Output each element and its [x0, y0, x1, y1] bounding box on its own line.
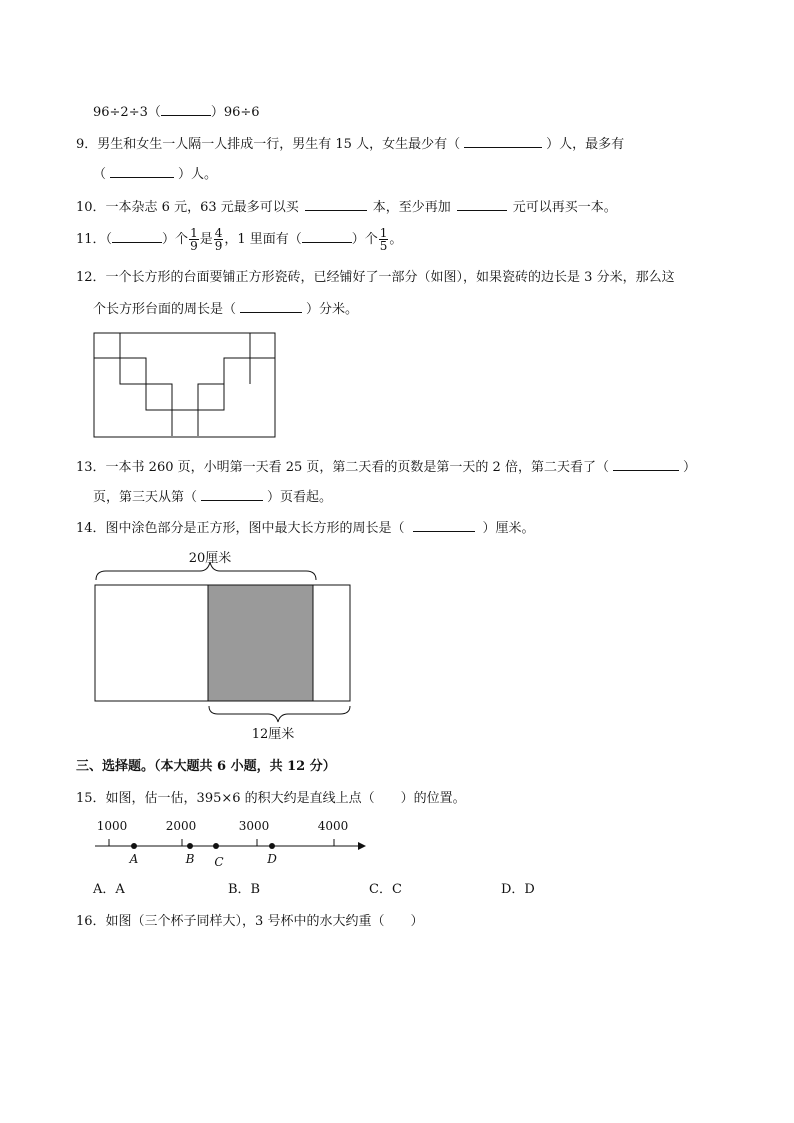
question-13-line-1: 13．一本书 260 页，小明第一天看 25 页，第二天看的页数是第一天的 2 倍，第二天看了（ ） [76, 456, 696, 478]
tile-line [172, 410, 198, 436]
question-9-line-1: 9．男生和女生一人隔一人排成一行，男生有 15 人，女生最少有（ ）人，最多有 [76, 133, 624, 155]
point-d [269, 843, 275, 849]
point-c [213, 843, 219, 849]
answer-blank[interactable] [302, 228, 352, 243]
table-top-outline [94, 333, 275, 437]
label-12cm: 12厘米 [251, 727, 295, 742]
option-a[interactable]: A．A [93, 882, 125, 897]
tile-line [198, 384, 224, 410]
fraction: $\frac{4}{9}$ [214, 226, 223, 253]
point-b [187, 843, 193, 849]
point-label-d: D [267, 852, 277, 866]
question-15: 15．如图，估一估，395×6 的积大约是直线上点（ ）的位置。 [76, 791, 466, 806]
answer-blank[interactable] [305, 196, 367, 211]
answer-blank[interactable] [464, 133, 542, 148]
arrow-icon [358, 842, 366, 850]
option-d[interactable]: D．D [501, 882, 535, 897]
number-line [90, 815, 370, 871]
tick-label-3000: 3000 [238, 819, 270, 833]
point-label-a: A [129, 852, 139, 866]
tile-line [224, 358, 250, 384]
q8-tail: 96÷2÷3（ ）96÷6 [93, 101, 260, 123]
point-label-b: B [185, 852, 195, 866]
tile-line [120, 358, 146, 384]
fraction: $\frac{1}{5}$ [379, 226, 388, 253]
question-12-line-1: 12．一个长方形的台面要铺正方形瓷砖，已经铺好了一部分（如图），如果瓷砖的边长是 3 分米，那么这 [76, 270, 675, 285]
point-label-c: C [214, 855, 224, 869]
question-16: 16．如图（三个杯子同样大），3 号杯中的水大约重（ ） [76, 914, 424, 929]
section-3-title: 三、选择题。（本大题共 6 小题，共 12 分） [76, 759, 336, 774]
tile-figure [93, 332, 277, 438]
answer-blank[interactable] [457, 196, 507, 211]
tick-label-2000: 2000 [165, 819, 197, 833]
question-11: 11．（ ）个 $\frac{1}{9}$ 是 $\frac{4}{9}$ ，1 里面有（ ）个 $\frac{1}{5}$ 。 [76, 226, 403, 253]
question-12-line-2: 个长方形台面的周长是（ ）分米。 [93, 298, 358, 320]
label-20cm: 20厘米 [188, 551, 232, 566]
point-a [131, 843, 137, 849]
question-10: 10．一本杂志 6 元，63 元最多可以买 本，至少再加 元可以再买一本。 [76, 196, 617, 218]
answer-blank[interactable] [201, 486, 263, 501]
fraction: $\frac{1}{9}$ [190, 226, 198, 253]
shaded-square [208, 585, 313, 701]
option-c[interactable]: C．C [369, 882, 402, 897]
answer-blank[interactable] [110, 163, 174, 178]
answer-blank[interactable] [413, 517, 475, 532]
tick-label-4000: 4000 [317, 819, 349, 833]
option-b[interactable]: B．B [228, 882, 261, 897]
answer-blank[interactable] [613, 456, 679, 471]
bottom-brace [209, 706, 350, 722]
question-14: 14．图中涂色部分是正方形，图中最大长方形的周长是（ ）厘米。 [76, 517, 535, 539]
answer-blank[interactable] [161, 101, 211, 116]
question-9-line-2: （ ）人。 [93, 163, 217, 185]
rectangle-figure [88, 546, 358, 746]
tile-line [250, 333, 275, 358]
question-13-line-2: 页，第三天从第（ ）页看起。 [93, 486, 332, 508]
tick-label-1000: 1000 [96, 819, 128, 833]
answer-blank[interactable] [112, 228, 162, 243]
tile-line [94, 333, 120, 358]
tile-line [146, 384, 172, 410]
answer-blank[interactable] [240, 298, 302, 313]
